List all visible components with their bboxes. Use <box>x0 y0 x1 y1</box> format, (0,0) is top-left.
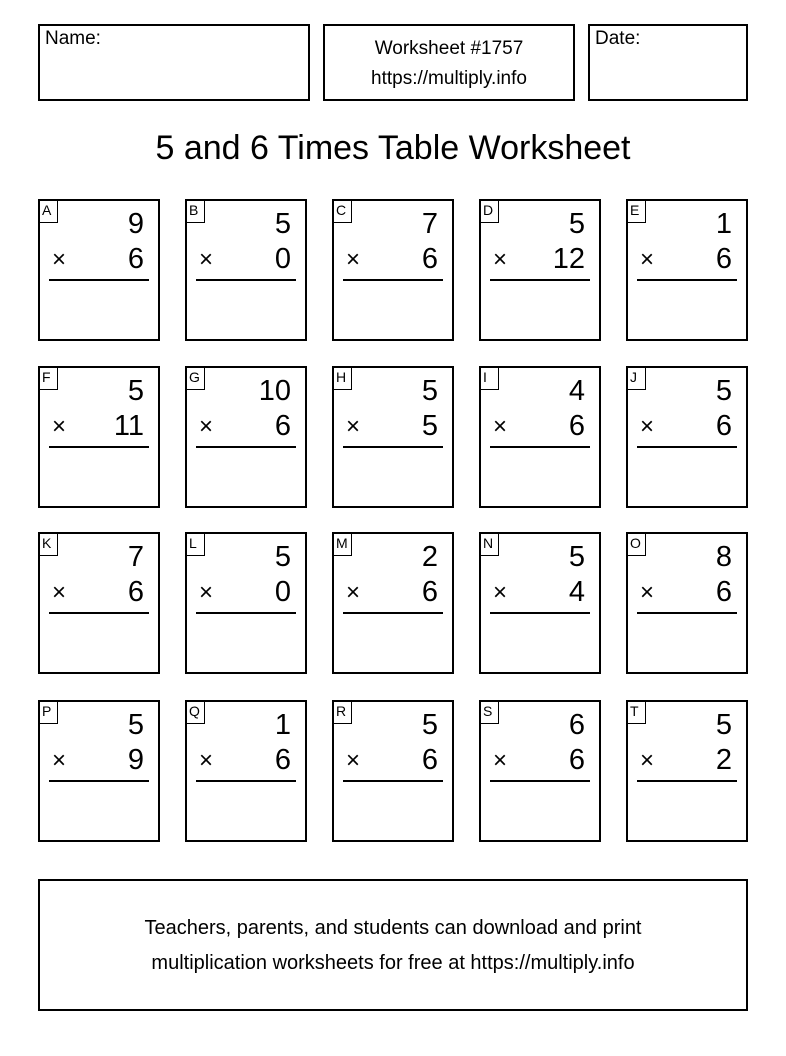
worksheet-info-box <box>323 24 575 101</box>
multiplier: 6 <box>274 410 291 442</box>
multiply-sign: × <box>199 579 214 606</box>
answer-line <box>196 780 296 782</box>
answer-line <box>196 446 296 448</box>
problem-card[interactable] <box>332 532 454 674</box>
answer-line <box>637 446 737 448</box>
worksheet-number: Worksheet #1757 <box>374 38 524 59</box>
problem-letter: R <box>332 700 352 724</box>
problem-letter: A <box>38 199 58 223</box>
multiply-sign: × <box>346 747 361 774</box>
problem-card[interactable] <box>185 199 307 341</box>
multiplier: 6 <box>274 744 291 776</box>
problem-letter: S <box>479 700 499 724</box>
problem-letter: H <box>332 366 352 390</box>
answer-line <box>490 780 590 782</box>
problem-card[interactable] <box>626 700 748 842</box>
multiplier: 9 <box>127 744 144 776</box>
page-title: 5 and 6 Times Table Worksheet <box>155 129 631 167</box>
multiplicand: 5 <box>715 375 732 407</box>
multiply-sign: × <box>640 747 655 774</box>
name-field[interactable] <box>38 24 310 101</box>
multiplicand: 9 <box>127 208 144 240</box>
problem-letter: O <box>626 532 646 556</box>
problem-card[interactable] <box>479 700 601 842</box>
answer-line <box>490 446 590 448</box>
problem-card[interactable] <box>38 366 160 508</box>
answer-line <box>637 780 737 782</box>
multiplier: 6 <box>715 410 732 442</box>
multiplicand: 5 <box>274 208 291 240</box>
problem-letter: Q <box>185 700 205 724</box>
problem-card[interactable] <box>626 532 748 674</box>
answer-line <box>196 612 296 614</box>
problem-letter: T <box>626 700 646 724</box>
worksheet-url: https://multiply.info <box>371 68 527 89</box>
multiplicand: 5 <box>715 709 732 741</box>
multiplicand: 5 <box>127 375 144 407</box>
multiplicand: 7 <box>421 208 438 240</box>
multiply-sign: × <box>52 579 67 606</box>
problem-card[interactable] <box>479 366 601 508</box>
multiply-sign: × <box>199 246 214 273</box>
multiplicand: 5 <box>274 541 291 573</box>
multiplicand: 4 <box>568 375 585 407</box>
multiply-sign: × <box>346 413 361 440</box>
problem-card[interactable] <box>38 532 160 674</box>
multiply-sign: × <box>493 246 508 273</box>
multiplicand: 5 <box>421 709 438 741</box>
date-field[interactable] <box>588 24 748 101</box>
multiplicand: 7 <box>127 541 144 573</box>
answer-line <box>343 612 443 614</box>
multiply-sign: × <box>640 579 655 606</box>
problem-letter: K <box>38 532 58 556</box>
problem-letter: E <box>626 199 646 223</box>
problem-card[interactable] <box>38 199 160 341</box>
multiply-sign: × <box>640 413 655 440</box>
multiplicand: 6 <box>568 709 585 741</box>
problem-letter: P <box>38 700 58 724</box>
problem-letter: I <box>479 366 499 390</box>
multiplier: 5 <box>421 410 438 442</box>
problem-letter: F <box>38 366 58 390</box>
problem-letter: L <box>185 532 205 556</box>
multiply-sign: × <box>640 246 655 273</box>
date-label: Date: <box>595 28 641 49</box>
multiplicand: 5 <box>127 709 144 741</box>
answer-line <box>343 780 443 782</box>
answer-line <box>637 279 737 281</box>
footer-line-1: Teachers, parents, and students can download and print <box>144 917 642 939</box>
multiplicand: 2 <box>421 541 438 573</box>
multiply-sign: × <box>346 579 361 606</box>
multiplier: 6 <box>568 744 585 776</box>
multiplicand: 5 <box>568 208 585 240</box>
multiply-sign: × <box>493 579 508 606</box>
multiplier: 6 <box>421 576 438 608</box>
problem-card[interactable] <box>332 700 454 842</box>
problem-letter: C <box>332 199 352 223</box>
problem-letter: G <box>185 366 205 390</box>
multiplier: 6 <box>715 243 732 275</box>
answer-line <box>343 279 443 281</box>
multiply-sign: × <box>199 413 214 440</box>
multiplier: 11 <box>113 410 144 442</box>
problem-card[interactable] <box>185 700 307 842</box>
answer-line <box>490 612 590 614</box>
problem-card[interactable] <box>38 700 160 842</box>
multiply-sign: × <box>52 413 67 440</box>
problem-letter: D <box>479 199 499 223</box>
problem-card[interactable] <box>185 532 307 674</box>
name-label: Name: <box>45 28 101 49</box>
multiplier: 6 <box>421 744 438 776</box>
multiplicand: 5 <box>568 541 585 573</box>
problem-letter: N <box>479 532 499 556</box>
footer-line-2: multiplication worksheets for free at https://multiply.info <box>151 952 635 974</box>
multiply-sign: × <box>52 246 67 273</box>
multiplicand: 1 <box>274 709 291 741</box>
answer-line <box>343 446 443 448</box>
multiplier: 6 <box>127 576 144 608</box>
multiplicand: 8 <box>715 541 732 573</box>
problem-card[interactable] <box>479 199 601 341</box>
multiplier: 6 <box>127 243 144 275</box>
multiplier: 4 <box>568 576 585 608</box>
problem-letter: B <box>185 199 205 223</box>
problem-card[interactable] <box>332 199 454 341</box>
multiplier: 6 <box>715 576 732 608</box>
problem-letter: M <box>332 532 352 556</box>
multiplicand: 5 <box>421 375 438 407</box>
problem-card[interactable] <box>332 366 454 508</box>
multiply-sign: × <box>493 747 508 774</box>
multiplier: 12 <box>552 243 585 275</box>
answer-line <box>49 446 149 448</box>
answer-line <box>490 279 590 281</box>
answer-line <box>196 279 296 281</box>
multiplicand: 10 <box>258 375 291 407</box>
multiply-sign: × <box>199 747 214 774</box>
answer-line <box>49 612 149 614</box>
footer-note <box>38 879 748 1011</box>
problem-card[interactable] <box>479 532 601 674</box>
problem-card[interactable] <box>185 366 307 508</box>
multiply-sign: × <box>346 246 361 273</box>
multiplier: 2 <box>715 744 732 776</box>
problem-card[interactable] <box>626 366 748 508</box>
answer-line <box>49 780 149 782</box>
multiply-sign: × <box>493 413 508 440</box>
multiplier: 0 <box>274 576 291 608</box>
problem-card[interactable] <box>626 199 748 341</box>
answer-line <box>49 279 149 281</box>
answer-line <box>637 612 737 614</box>
multiplier: 6 <box>568 410 585 442</box>
multiply-sign: × <box>52 747 67 774</box>
multiplicand: 1 <box>715 208 732 240</box>
multiplier: 0 <box>274 243 291 275</box>
multiplier: 6 <box>421 243 438 275</box>
problem-letter: J <box>626 366 646 390</box>
